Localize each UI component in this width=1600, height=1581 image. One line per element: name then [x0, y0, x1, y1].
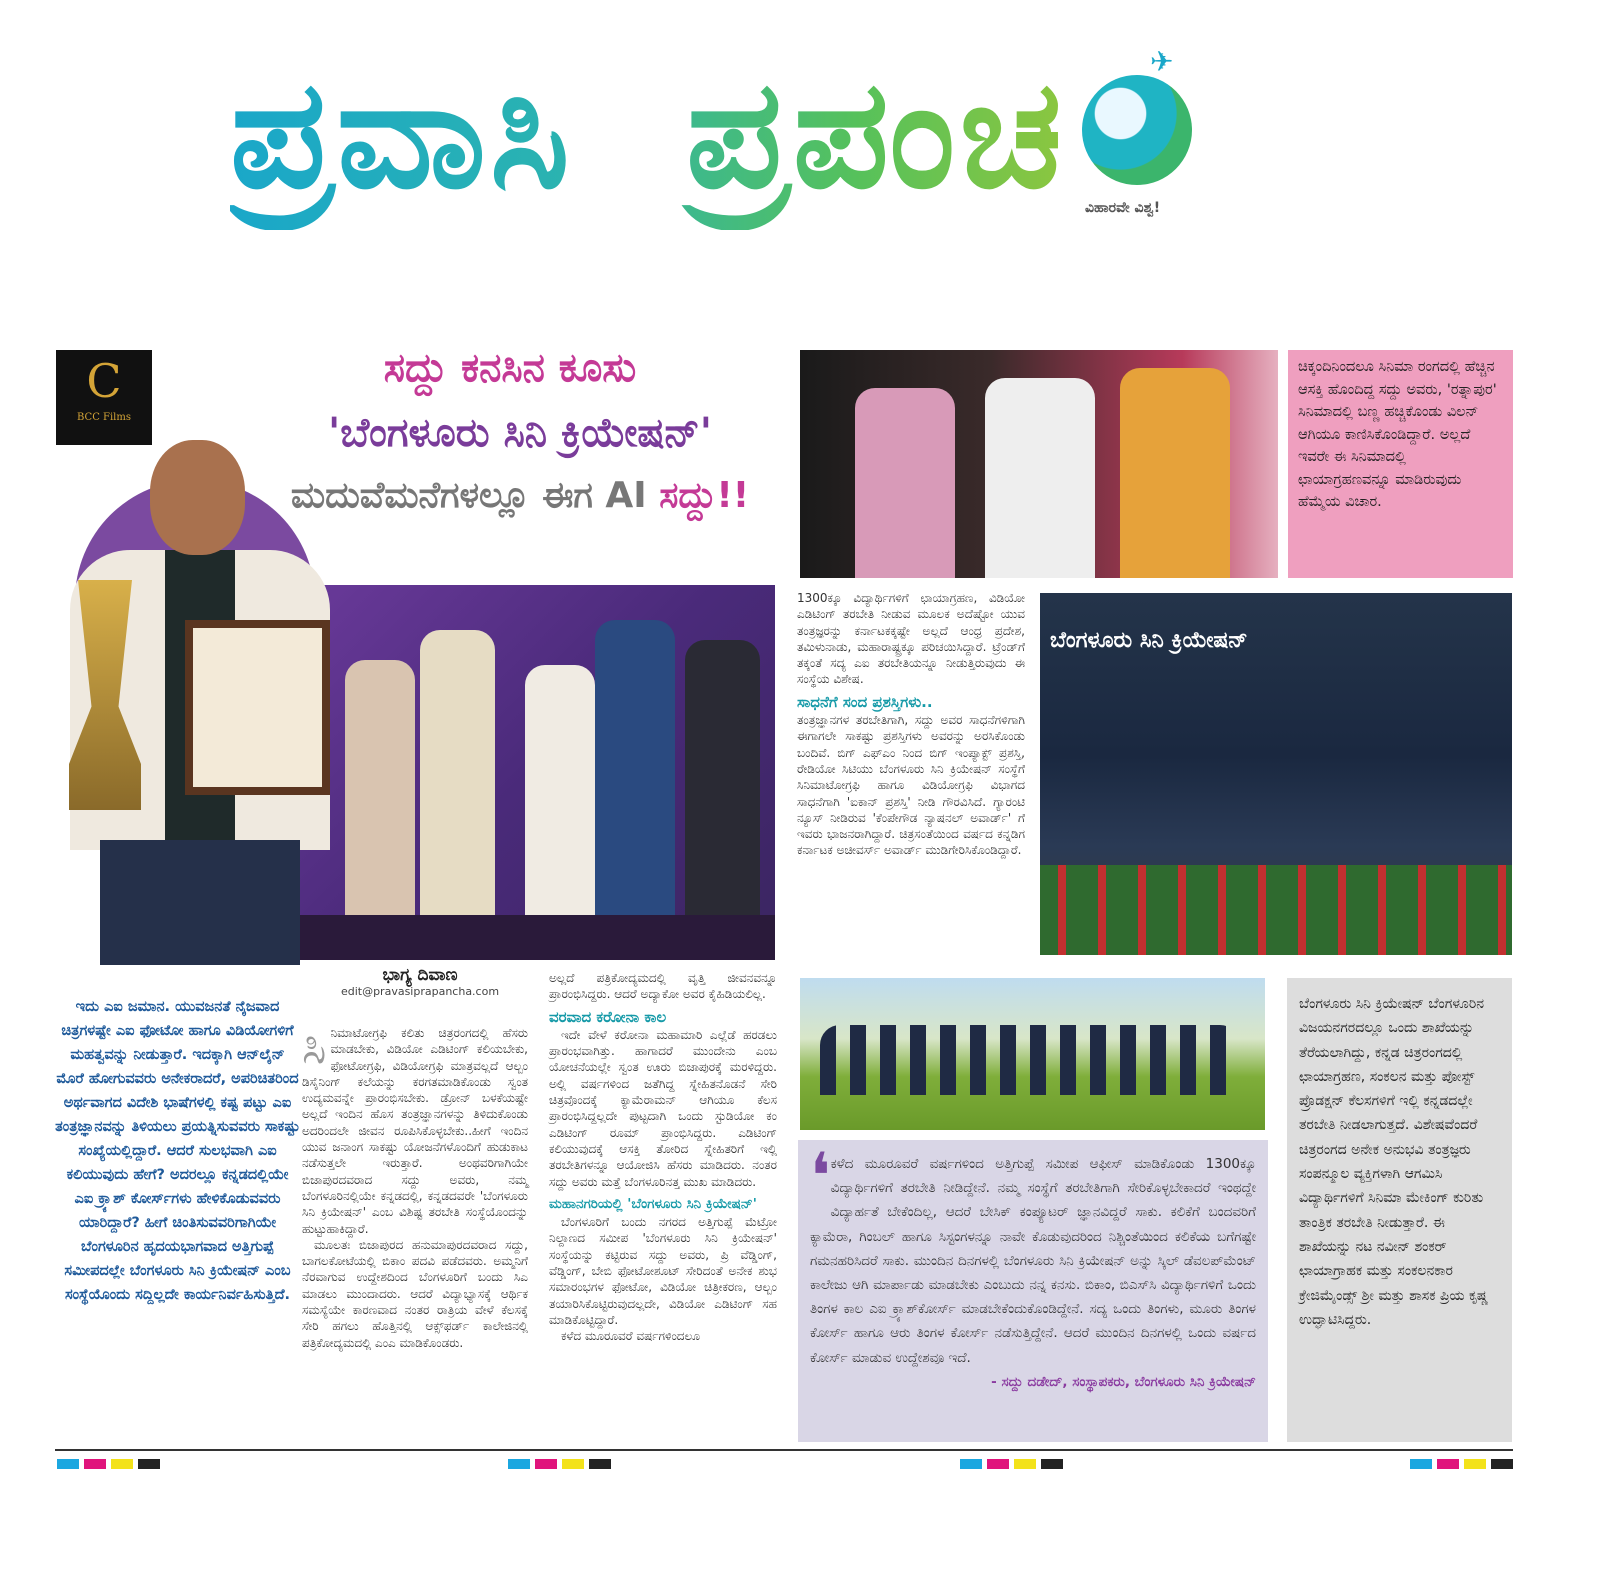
awards-column — [797, 590, 1025, 859]
founder-quote — [798, 1140, 1268, 1442]
paragraph: ಅಲ್ಲದೆ ಪತ್ರಿಕೋದ್ಯಮದಲ್ಲಿ ವೃತ್ತಿ ಜೀವನವನ್ನೂ ಪ್ರಾರಂಭಿಸಿದ್ದರು. ಆದರೆ ಅದ್ಯಾಕೋ ಅವರ ಕೈಹಿಡಿಯಲಿಲ್ಲ. — [549, 971, 777, 1002]
author-email: edit@pravasiprapancha.com — [340, 985, 500, 998]
globe-icon — [1082, 75, 1192, 185]
pink-sidebar: ಚಿಕ್ಕಂದಿನಿಂದಲೂ ಸಿನಿಮಾ ರಂಗದಲ್ಲಿ ಹೆಚ್ಚಿನ ಆಸಕ್ತಿ ಹೊಂದಿದ್ದ ಸದ್ದು ಅವರು, 'ರತ್ನಾಪುರ' ಸಿನಿಮಾದಲ್ಲಿ ಬಣ್ಣ ಹಚ್ಚಿಕೊಂಡು ವಿಲನ್ ಆಗಿಯೂ ಕಾಣಿಸಿಕೊಂಡಿದ್ದಾರೆ. ಅಲ್ಲದೆ ಇವರೇ ಈ ಸಿನಿಮಾದಲ್ಲಿ ಛಾಯಾಗ್ರಹಣವನ್ನೂ ಮಾಡಿರುವುದು ಹೆಮ್ಮೆಯ ವಿಚಾರ. — [1288, 350, 1513, 578]
paragraph: ಮೂಲತಃ ಬಿಜಾಪುರದ ಹನುಮಾಪುರದವರಾದ ಸದ್ದು, ಬಾಗಲಕೋಟೆಯಲ್ಲಿ ಬಿಕಾಂ ಪದವಿ ಪಡೆದವರು. ಅಮ್ಮನಿಗೆ ನೆರವಾಗುವ ಉದ್ದೇಶದಿಂದ ಬೆಂಗಳೂರಿಗೆ ಬಂದು ಸಿಎ ಮಾಡಲು ಮುಂದಾದರು. ಆದರೆ ವಿದ್ಯಾಭ್ಯಾಸಕ್ಕೆ ಆರ್ಥಿಕ ಸಮಸ್ಯೆಯೇ ಕಾರಣವಾದ ನಂತರ ರಾತ್ರಿಯ ವೇಳೆ ಕೆಲಸಕ್ಕೆ ಸೇರಿ ಹಗಲು ಹೊತ್ತಿನಲ್ಲಿ ಆಕ್ಸ್‌ಫರ್ಡ್ ಕಾಲೇಜಿನಲ್ಲಿ ಪತ್ರಿಕೋದ್ಯಮದಲ್ಲಿ ಎಂಎ ಮಾಡಿಕೊಂಡರು. — [302, 1237, 528, 1350]
gray-sidebar: ಬೆಂಗಳೂರು ಸಿನಿ ಕ್ರಿಯೇಷನ್ ಬೆಂಗಳೂರಿನ ವಿಜಯನಗರದಲ್ಲೂ ಒಂದು ಶಾಖೆಯನ್ನು ತೆರೆಯಲಾಗಿದ್ದು, ಕನ್ನಡ ಚಿತ್ರರಂಗದಲ್ಲಿ ಛಾಯಾಗ್ರಹಣ, ಸಂಕಲನ ಮತ್ತು ಪೋಸ್ಟ್ ಪ್ರೊಡಕ್ಷನ್ ಕೆಲಸಗಳಿಗೆ ಇಲ್ಲಿ ಕನ್ನಡದಲ್ಲೇ ತರಬೇತಿ ನೀಡಲಾಗುತ್ತದೆ. ವಿಶೇಷವೆಂದರೆ ಚಿತ್ರರಂಗದ ಅನೇಕ ಅನುಭವಿ ತಂತ್ರಜ್ಞರು ಸಂಪನ್ಮೂಲ ವ್ಯಕ್ತಿಗಳಾಗಿ ಆಗಮಿಸಿ ವಿದ್ಯಾರ್ಥಿಗಳಿಗೆ ಸಿನಿಮಾ ಮೇಕಿಂಗ್ ಕುರಿತು ತಾಂತ್ರಿಕ ತರಬೇತಿ ನೀಡುತ್ತಾರೆ. ಈ ಶಾಖೆಯನ್ನು ನಟ ನವೀನ್ ಶಂಕರ್ ಛಾಯಾಗ್ರಾಹಕ ಮತ್ತು ಸಂಕಲನಕಾರ ಕ್ರೇಜಿಮೈಂಡ್ಸ್ ಶ್ರೀ ಮತ್ತು ಶಾಸಕ ಪ್ರಿಯ ಕೃಷ್ಣ ಉದ್ಘಾಟಿಸಿದ್ದರು. — [1287, 978, 1512, 1442]
paragraph: ಇದೇ ವೇಳೆ ಕರೋನಾ ಮಹಾಮಾರಿ ಎಲ್ಲೆಡೆ ಹರಡಲು ಪ್ರಾರಂಭವಾಗಿತ್ತು. ಹಾಗಾದರೆ ಮುಂದೇನು ಎಂಬ ಯೋಚನೆಯಲ್ಲೇ ಸ್ವಂತ ಊರು ಬಿಜಾಪುರಕ್ಕೆ ಮರಳಿದ್ದರು. ಅಲ್ಲಿ ವರ್ಷಗಳಿಂದ ಜತೆಗಿದ್ದ ಸ್ನೇಹಿತನೊಡನೆ ಸೇರಿ ಚಿತ್ರವೊಂದಕ್ಕೆ ಕ್ಯಾಮೆರಾಮನ್ ಆಗಿಯೂ ಕೆಲಸ ಪ್ರಾರಂಭಿಸಿದ್ದಲ್ಲದೇ ಪುಟ್ಟದಾಗಿ ಒಂದು ಸ್ಟುಡಿಯೋ ಕಂ ಎಡಿಟಿಂಗ್ ರೂಮ್ ಪ್ರಾಂಭಿಸಿದ್ದರು. ಎಡಿಟಿಂಗ್ ಕಲಿಯುವುದಕ್ಕೆ ಆಸಕ್ತಿ ತೋರಿದ ಸ್ನೇಹಿತರಿಗೆ ಇಲ್ಲಿ ತರಬೇತಿಗಳನ್ನೂ ಆಯೋಜಿಸಿ ಹೆಸರು ಮಾಡಿದರು. ನಂತರ ಸದ್ದು ಅವರು ಮತ್ತೆ ಬೆಂಗಳೂರಿನತ್ತ ಮುಖ ಮಾಡಿದರು. — [549, 1027, 777, 1189]
paragraph: ನಿಮಾಟೋಗ್ರಫಿ ಕಲಿತು ಚಿತ್ರರಂಗದಲ್ಲಿ ಹೆಸರು ಮಾಡಬೇಕು, ವಿಡಿಯೋ ಎಡಿಟಿಂಗ್ ಕಲಿಯಬೇಕು, ಫೋಟೋಗ್ರಫಿ, ವಿಡಿಯೋಗ್ರಫಿ ಮಾತ್ರವಲ್ಲದೆ ಆಲ್ಬಂ ಡಿಸೈನಿಂಗ್ ಕಲೆಯನ್ನು ಕರಗತಮಾಡಿಕೊಂಡು ಸ್ವಂತ ಉದ್ಯಮವನ್ನೇ ಪ್ರಾರಂಭಿಸಬೇಕು. ಡ್ರೋನ್ ಬಳಕೆಯಷ್ಟೇ ಅಲ್ಲದೆ ಇಂದಿನ ಹೊಸ ತಂತ್ರಜ್ಞಾನಗಳನ್ನು ತಿಳಿದುಕೊಂಡು ಅದರಿಂದಲೇ ಜೀವನ ರೂಪಿಸಿಕೊಳ್ಳಬೇಕು..ಹೀಗೆ ಇಂದಿನ ಯುವ ಜನಾಂಗ ಸಾಕಷ್ಟು ಯೋಜನೆಗಳೊಂದಿಗೆ ಹುಡುಕಾಟ ನಡೆಸುತ್ತಲೇ ಇರುತ್ತಾರೆ. ಅಂಥವರಿಗಾಗಿಯೇ ಬಿಜಾಪುರದವರಾದ ಸದ್ದು ಅವರು, ನಮ್ಮ ಬೆಂಗಳೂರಿನಲ್ಲಿಯೇ ಕನ್ನಡದಲ್ಲಿ, ಕನ್ನಡದವರೇ 'ಬೆಂಗಳೂರು ಸಿನಿ ಕ್ರಿಯೇಷನ್' ಎಂಬ ವಿಶಿಷ್ಟ ತರಬೇತಿ ಸಂಸ್ಥೆಯೊಂದನ್ನು ಹುಟ್ಟುಹಾಕಿದ್ದಾರೆ. — [302, 1026, 528, 1236]
headline-sub-accent: ಸದ್ದು!! — [659, 475, 750, 516]
airplane-icon: ✈ — [1150, 45, 1174, 78]
page-bottom-rule — [55, 1449, 1513, 1451]
author-name: ಭಾಗ್ಯ ದಿವಾಣ — [382, 965, 458, 985]
logo-letter: C — [86, 354, 122, 408]
headline-kicker: ಸದ್ದು ಕನಸಿನ ಕೂಸು — [383, 345, 637, 391]
headline-sub-text: ಮದುವೆಮನೆಗಳಲ್ಲೂ ಈಗ AI — [290, 475, 647, 516]
registration-marks — [1410, 1459, 1513, 1469]
founder-photo — [70, 440, 330, 965]
masthead-tagline: ವಿಹಾರವೇ ವಿಶ್ವ! — [1085, 200, 1161, 216]
quote-text: ಕಳೆದ ಮೂರೂವರೆ ವರ್ಷಗಳಿಂದ ಅತ್ತಿಗುಪ್ಪೆ ಸಮೀಪ ಆಫೀಸ್ ಮಾಡಿಕೊಂಡು 1300ಕ್ಕೂ ವಿದ್ಯಾರ್ಥಿಗಳಿಗೆ ತರಬೇತಿ ನೀಡಿದ್ದೇನೆ. ನಮ್ಮ ಸಂಸ್ಥೆಗೆ ತರಬೇತಿಗಾಗಿ ಸೇರಿಕೊಳ್ಳಬೇಕಾದರೆ ಇಂಥದ್ದೇ ವಿದ್ಯಾರ್ಹತೆ ಬೇಕೆಂದಿಲ್ಲ, ಆದರೆ ಬೇಸಿಕ್ ಕಂಪ್ಯೂಟರ್ ಜ್ಞಾನವಿದ್ದರೆ ಸಾಕು. ಕಲಿಕೆಗೆ ಬಂದವರಿಗೆ ಕ್ಯಾಮೆರಾ, ಗಿಂಬಲ್ ಹಾಗೂ ಸಿಸ್ಟಂಗಳನ್ನೂ ನಾವೇ ಕೊಡುವುದರಿಂದ ನಿಶ್ಚಿಂತೆಯಿಂದ ಕಲಿಕೆಯ ಬಗೆಗಷ್ಟೇ ಗಮನಹರಿಸಿದರೆ ಸಾಕು. ಮುಂದಿನ ದಿನಗಳಲ್ಲಿ ಬೆಂಗಳೂರು ಸಿನಿ ಕ್ರಿಯೇಷನ್ ಅನ್ನು ಸ್ಕಿಲ್ ಡೆವಲಪ್‌ಮೆಂಟ್ ಕಾಲೇಜು ಆಗಿ ಮಾರ್ಪಾಡು ಮಾಡಬೇಕು ಎಂಬುದು ನನ್ನ ಕನಸು. ಬಿಕಾಂ, ಬಿಎಸ್‌ಸಿ ವಿದ್ಯಾರ್ಥಿಗಳಿಗೆ ಒಂದು ತಿಂಗಳ ಕಾಲ ಎಐ ಕ್ರ್ಯಾಶ್‌ಕೋರ್ಸ್ ಮಾಡಬೇಕೆಂದುಕೊಂಡಿದ್ದೇನೆ. ಸದ್ಯ ಒಂದು ತಿಂಗಳು, ಮೂರು ತಿಂಗಳ ಕೋರ್ಸ್ ಹಾಗೂ ಆರು ತಿಂಗಳ ಕೋರ್ಸ್ ನಡೆಸುತ್ತಿದ್ದೇನೆ. ಆದರೆ ಮುಂದಿನ ದಿನಗಳಲ್ಲಿ ಒಂದು ವರ್ಷದ ಕೋರ್ಸ್ ಮಾಡುವ ಉದ್ದೇಶವೂ ಇದೆ. — [810, 1156, 1256, 1366]
paragraph: ತಂತ್ರಜ್ಞಾನಗಳ ತರಬೇತಿಗಾಗಿ, ಸದ್ದು ಅವರ ಸಾಧನೆಗಳಿಗಾಗಿ ಈಗಾಗಲೇ ಸಾಕಷ್ಟು ಪ್ರಶಸ್ತಿಗಳು ಅವರನ್ನು ಅರಸಿಕೊಂಡು ಬಂದಿವೆ. ಬಿಗ್ ಎಫ್‌ಎಂ ನಿಂದ ಬಿಗ್ ಇಂಪ್ಯಾಕ್ಟ್ ಪ್ರಶಸ್ತಿ, ರೇಡಿಯೋ ಸಿಟಿಯು ಬೆಂಗಳೂರು ಸಿನಿ ಕ್ರಿಯೇಷನ್ ಸಂಸ್ಥೆಗೆ ಸಿನಿಮಾಟೋಗ್ರಫಿ ಹಾಗೂ ವಿಡಿಯೋಗ್ರಫಿ ವಿಭಾಗದ ಸಾಧನೆಗಾಗಿ 'ಐಕಾನ್ ಪ್ರಶಸ್ತಿ' ನೀಡಿ ಗೌರವಿಸಿದೆ. ಗ್ಯಾರಂಟಿ ನ್ಯೂಸ್ ನೀಡಿರುವ 'ಕೆಂಪೇಗೌಡ ನ್ಯಾಷನಲ್ ಅವಾರ್ಡ್' ಗೆ ಇವರು ಭಾಜನರಾಗಿದ್ದಾರೆ. ಚಿತ್ರಸಂತೆಯಿಂದ ವರ್ಷದ ಕನ್ನಡಿಗ ಕರ್ನಾಟಕ ಅಚೀವರ್ಸ್ ಅವಾರ್ಡ್ ಮುಡಿಗೇರಿಸಿಕೊಂಡಿದ್ದಾರೆ. — [797, 713, 1025, 858]
subheading: ಸಾಧನೆಗೆ ಸಂದ ಪ್ರಶಸ್ತಿಗಳು.. — [797, 692, 933, 711]
masthead-part2: ಪ್ರಪಂಚ — [686, 48, 1066, 222]
outdoor-shoot-photo — [800, 978, 1265, 1130]
registration-marks — [57, 1459, 160, 1469]
bcc-films-logo — [56, 350, 152, 445]
headline-main: 'ಬೆಂಗಳೂರು ಸಿನಿ ಕ್ರಿಯೇಷನ್' — [328, 410, 712, 456]
registration-marks — [508, 1459, 611, 1469]
paragraph: 1300ಕ್ಕೂ ವಿದ್ಯಾರ್ಥಿಗಳಿಗೆ ಛಾಯಾಗ್ರಹಣ, ವಿಡಿಯೋ ಎಡಿಟಿಂಗ್ ತರಬೇತಿ ನೀಡುವ ಮೂಲಕ ಅದೆಷ್ಟೋ ಯುವ ತಂತ್ರಜ್ಞರನ್ನು ಕರ್ನಾಟಕಕ್ಕಷ್ಟೇ ಅಲ್ಲದೆ ಆಂಧ್ರ ಪ್ರದೇಶ, ತಮಿಳುನಾಡು, ಮಹಾರಾಷ್ಟ್ರಕ್ಕೂ ಪರಿಚಯಿಸಿದ್ದಾರೆ. ಟ್ರೆಂಡ್‌ಗೆ ತಕ್ಕಂತೆ ಸದ್ಯ ಎಐ ತರಬೇತಿಯನ್ನೂ ನೀಡುತ್ತಿರುವುದು ಈ ಸಂಸ್ಥೆಯ ವಿಶೇಷ. — [797, 591, 1025, 687]
award-stage-photo — [290, 585, 775, 960]
paragraph: ಬೆಂಗಳೂರಿಗೆ ಬಂದು ನಗರದ ಅತ್ತಿಗುಪ್ಪೆ ಮೆಟ್ರೋ ನಿಲ್ದಾಣದ ಸಮೀಪ 'ಬೆಂಗಳೂರು ಸಿನಿ ಕ್ರಿಯೇಷನ್' ಸಂಸ್ಥೆಯನ್ನು ಕಟ್ಟಿರುವ ಸದ್ದು ಅವರು, ಪ್ರಿ ವೆಡ್ಡಿಂಗ್, ವೆಡ್ಡಿಂಗ್, ಬೇಬಿ ಫೋಟೋಶೂಟ್ ಸೇರಿದಂತೆ ಅನೇಕ ಶುಭ ಸಮಾರಂಭಗಳ ಫೋಟೋ, ವಿಡಿಯೋ ಚಿತ್ರೀಕರಣ, ಆಲ್ಬಂ ತಯಾರಿಸಿಕೊಟ್ಟಿರುವುದಲ್ಲದೇ, ವಿಡಿಯೋ ಎಡಿಟಿಂಗ್ ಸಹ ಮಾಡಿಕೊಟ್ಟಿದ್ದಾರೆ. — [549, 1215, 777, 1327]
subheading: ವರವಾದ ಕರೋನಾ ಕಾಲ — [549, 1007, 667, 1026]
drop-cap: ಸಿ — [302, 1020, 327, 1074]
intro-column: ಇದು ಎಐ ಜಮಾನ. ಯುವಜನತೆ ನೈಜವಾದ ಚಿತ್ರಗಳಷ್ಟೇ ಎಐ ಫೋಟೋ ಹಾಗೂ ವಿಡಿಯೋಗಳಿಗೆ ಮಹತ್ವವನ್ನು ನೀಡುತ್ತಾರೆ. ಇದಕ್ಕಾಗಿ ಆನ್‌ಲೈನ್ ಮೊರೆ ಹೋಗುವವರು ಅನೇಕರಾದರೆ, ಅಪರಿಚಿತರಿಂದ ಅರ್ಥವಾಗದ ವಿದೇಶಿ ಭಾಷೆಗಳಲ್ಲಿ ಕಷ್ಟ ಪಟ್ಟು ಎಐ ತಂತ್ರಜ್ಞಾನವನ್ನು ತಿಳಿಯಲು ಪ್ರಯತ್ನಿಸುವವರು ಸಾಕಷ್ಟು ಸಂಖ್ಯೆಯಲ್ಲಿದ್ದಾರೆ. ಆದರೆ ಸುಲಭವಾಗಿ ಎಐ ಕಲಿಯುವುದು ಹೇಗೆ? ಅದರಲ್ಲೂ ಕನ್ನಡದಲ್ಲಿಯೇ ಎಐ ಕ್ರ್ಯಾಶ್ ಕೋರ್ಸ್‌ಗಳು ಹೇಳಿಕೊಡುವವರು ಯಾರಿದ್ದಾರೆ? ಹೀಗೆ ಚಿಂತಿಸುವವರಿಗಾಗಿಯೇ ಬೆಂಗಳೂರಿನ ಹೃದಯಭಾಗವಾದ ಅತ್ತಿಗುಪ್ಪೆ ಸಮೀಪದಲ್ಲೇ ಬೆಂಗಳೂರು ಸಿನಿ ಕ್ರಿಯೇಷನ್ ಎಂಬ ಸಂಸ್ಥೆಯೊಂದು ಸದ್ದಿಲ್ಲದೇ ಕಾರ್ಯನಿರ್ವಹಿಸುತ್ತಿದೆ. — [55, 999, 300, 1303]
masthead-title — [230, 40, 1066, 230]
subheading: ಮಹಾನಗರಿಯಲ್ಲಿ 'ಬೆಂಗಳೂರು ಸಿನಿ ಕ್ರಿಯೇಷನ್' — [549, 1195, 757, 1212]
quote-mark-icon: ❛ — [810, 1140, 831, 1214]
award-presentation-photo — [800, 350, 1278, 578]
photo-banner-text: ಬೆಂಗಳೂರು ಸಿನಿ ಕ್ರಿಯೇಷನ್ — [1050, 628, 1248, 653]
paragraph: ಕಳೆದ ಮೂರೂವರೆ ವರ್ಷಗಳಿಂದಲೂ — [561, 1329, 700, 1344]
body-column-2 — [549, 970, 777, 1345]
byline — [300, 965, 540, 998]
registration-marks — [960, 1459, 1063, 1469]
body-column-1 — [302, 1020, 528, 1351]
group-ceremony-photo — [1040, 593, 1512, 955]
logo-text: BCC Films — [77, 412, 131, 423]
masthead-part1: ಪ್ರವಾಸಿ — [230, 48, 574, 222]
headline-sub — [270, 475, 770, 517]
quote-signature: - ಸದ್ದು ದಡೇದ್, ಸಂಸ್ಥಾಪಕರು, ಬೆಂಗಳೂರು ಸಿನಿ ಕ್ರಿಯೇಷನ್ — [991, 1373, 1256, 1390]
